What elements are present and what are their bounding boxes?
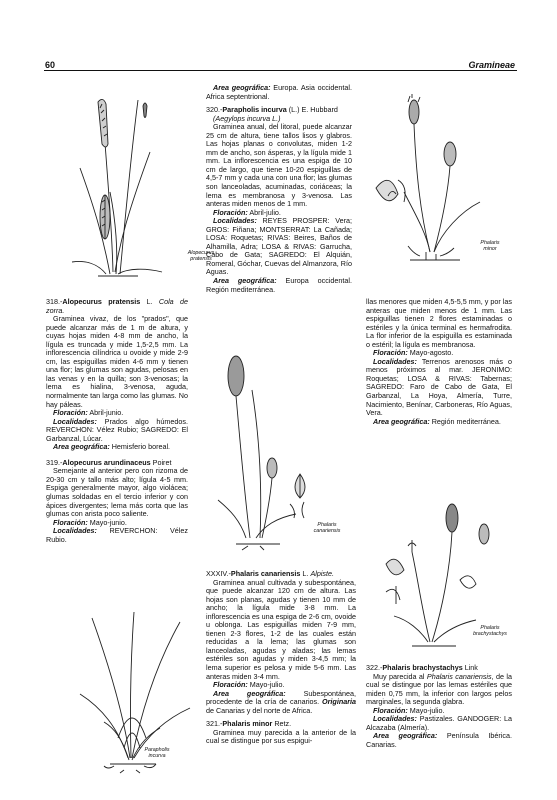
flowering-value: Abril-julio.: [247, 207, 281, 217]
area-value: Europa. Asia occidental. Africa septentrional.: [206, 83, 352, 101]
area-label: Area geográfica:: [213, 688, 286, 698]
flowering-value: Mayo-julio.: [247, 680, 285, 690]
entry-number: 321.-: [206, 719, 223, 729]
flowering-label: Floración:: [53, 408, 88, 418]
species-name: Parapholis incurva: [222, 105, 287, 115]
entry-321-localities: [366, 358, 512, 418]
entry-number: 320.-: [206, 105, 223, 115]
localities-value: Prados algo húmedos. REVERCHON: Vélez Rubio; SAGREDO: El Garbanzal, Lúcar.: [46, 416, 188, 443]
area-origin-label: Originaria: [322, 697, 356, 707]
entry-319-description: Semejante al anterior pero con rizoma de 20-30 cm y tallo más alto; lígula 4-5 mm. Espiga generalmente mayor, algo violácea; glumas soldadas en el tercio inferior y con ápices divergentes; lema más corta que las glumas con arista poco saliente.: [46, 466, 188, 519]
area-label: Area geográfica:: [53, 442, 110, 452]
entry-xxxiv-description: Graminea anual cultivada y subespontánea, que puede alcanzar 120 cm de altura. Las hojas son planas, agudas y tienen 10 mm de ancho; la lígula mide 3-8 mm. La inflorescencia es una espiga de 2-6 cm, ovoide u oblonga. Las espiguillas miden 7-9 mm, tienen 2-3 flores, 1-2 de las cuales están reducidas a la lema; las glumas son lanceoladas, agudas y aladas; las lemas estériles son agudas y miden 3-4,5 mm; la lema superior es pelosa y mide 5-6 mm. Las anteras miden 3-4 mm.: [206, 577, 356, 681]
species-authority: (L.) E. Hubbard: [286, 105, 338, 115]
localities-label: Localidades:: [53, 416, 97, 426]
caption-species: incurva: [148, 753, 166, 760]
area-label: Area geográfica:: [213, 276, 277, 286]
alopecurus-pratensis-illustration: [58, 92, 178, 280]
entry-320-localities: [206, 217, 352, 277]
area-value: Región mediterránea.: [429, 416, 501, 426]
area-origin-value: de Canarias y del norte de Africa.: [206, 705, 313, 715]
caption-phalaris-canariensis: [302, 522, 352, 534]
entry-number: 318.-: [46, 297, 63, 306]
localities-label: Localidades:: [213, 216, 257, 226]
caption-species: brachystachys: [473, 631, 507, 638]
section-title: Gramineae: [468, 60, 515, 70]
area-value: Subespontánea, procedente de la cría de canarios.: [206, 688, 356, 707]
caption-genus: Alopecurus: [187, 250, 215, 256]
flowering-value: Abril-junio.: [87, 408, 124, 418]
entry-318-localities: [46, 418, 188, 444]
species-name: Alopecurus pratensis: [62, 297, 141, 306]
localities-label: Localidades:: [373, 356, 417, 366]
localities-value: REYES PROSPER: Vera; GROS: Fiñana; MONTSERRAT: La Cañada; LOSA: Roquetas; RIVAS: Beires, Baños de Alhamilla, Adra; LOSA & RIVAS: Garrucha, Cabo de Gata; SAGREDO: El Alquián, Romeral, Góchar, Cuevas del Almanzora, Río Aguas.: [206, 216, 352, 277]
species-authority: L.: [300, 569, 311, 578]
flowering-label: Floración:: [213, 207, 248, 217]
column-1: [46, 298, 188, 544]
localities-label: Localidades:: [373, 714, 417, 724]
area-value: Europa occidental. Región mediterránea.: [206, 276, 352, 294]
entry-318-heading: [46, 298, 188, 315]
common-name: Alpiste.: [310, 569, 335, 578]
flowering-value: Mayo-agosto.: [407, 348, 454, 358]
species-name: Phalaris brachystachys: [382, 663, 463, 672]
entry-322-area: [366, 732, 512, 749]
column-2-bottom: [206, 570, 356, 746]
entry-321-description: Graminea muy parecida a la anterior de la cual se distingue por sus espigui-: [206, 727, 356, 746]
species-authority: Retz.: [272, 719, 292, 729]
entry-321-area: [366, 418, 512, 427]
caption-species: minor: [483, 246, 497, 253]
caption-genus: Parapholis: [144, 747, 170, 753]
column-2-top: [206, 84, 352, 294]
entry-number: 322.-: [366, 663, 383, 672]
entry-321-continuation: llas menores que miden 4,5-5,5 mm, y por las anteras que miden menos de 1 mm. Las espiguillas tienen 2 flores estaminadas o estériles y la única terminal es hermafrodita. La flor inferior de la espiguilla es estaminada o estéril; la lígula es membranosa.: [366, 297, 512, 349]
area-label: Area geográfica:: [213, 83, 271, 92]
species-authority: Poiret: [150, 457, 172, 467]
column-3-top: [366, 298, 512, 426]
caption-species: canariensis: [313, 528, 341, 535]
localities-label: Localidades:: [53, 526, 97, 536]
entry-319-localities: [46, 527, 188, 544]
description-species-ref: Phalaris canariensis: [426, 671, 492, 681]
page-number: 60: [45, 60, 56, 70]
species-name: Phalaris canariensis: [230, 569, 301, 578]
prev-entry-area: [206, 84, 352, 101]
flowering-label: Floración:: [53, 517, 88, 527]
caption-phalaris-brachystachys: [468, 625, 512, 637]
species-name: Alopecurus arundinaceus: [62, 457, 151, 467]
entry-318-area: [46, 443, 188, 452]
phalaris-canariensis-illustration: [200, 350, 335, 550]
header-rule: [44, 70, 517, 71]
description-part: , de la cual se distingue por las lemas estériles que miden 0,75 mm, la inferior con largos pelos marginales, la segunda glabra.: [366, 671, 512, 707]
entry-number: 319.-: [46, 457, 63, 467]
flowering-label: Floración:: [373, 348, 408, 358]
caption-parapholis: [135, 747, 179, 759]
entry-318-description: Graminea vivaz, de los "prados", que puede alcanzar más de 1 m de altura, y cuyas hojas miden 4-8 mm de ancho, la lígula es truncada y mide 1,5-2,5 mm. La inflorescencia cilíndrica u ovoide y mide 2-9 cm, las espiguillas miden 4-6 mm y tienen una flor; las glumas son agudas, pelosas en las venas y en la quilla; son 3-venosas; la lema es hialina, 3-venosa, aguda, normalmente tan larga como las glumas. No hay páleas.: [46, 314, 188, 409]
flowering-value: Mayo-junio.: [87, 517, 127, 527]
column-3-bottom: [366, 664, 512, 749]
flowering-label: Floración:: [213, 680, 248, 690]
entry-xxxiv-area: [206, 690, 356, 716]
species-name: Phalaris minor: [222, 719, 273, 729]
area-label: Area geográfica:: [373, 416, 430, 426]
area-value: Península Ibérica. Canarias.: [366, 731, 512, 749]
phalaris-minor-illustration: [370, 92, 510, 264]
description-part: Muy parecida al: [373, 671, 427, 681]
area-value: Hemisferio boreal.: [109, 442, 171, 452]
caption-genus: Phalaris: [480, 625, 500, 631]
area-label: Area geográfica:: [373, 731, 438, 741]
caption-genus: Phalaris: [480, 240, 500, 246]
common-name: Cola de zorra.: [46, 297, 188, 315]
species-authority: Link: [462, 663, 478, 672]
flowering-label: Floración:: [373, 705, 408, 715]
caption-genus: Phalaris: [317, 522, 337, 528]
entry-320-description: Graminea anual, del litoral, puede alcanzar 25 cm de altura, tiene tallos lisos y glabros. Las hojas planas o convolutas, miden 1-2 mm de ancho, son ásperas, y la lígula mide 1 mm. La inflorescencia es una espiga de 10 cm de largo, que tiene 10-20 espiguillas de 4,5-7 mm y cada una con una flor; las glumas son lanceoladas, acuminadas, coriáceas; la lema es membranosa y 3-venosa. Las anteras miden menos de 1 mm.: [206, 122, 352, 209]
localities-value: Pastizales. GANDOGER: La Alcazaba (Almería).: [366, 714, 512, 732]
entry-320-area: [206, 277, 352, 294]
localities-value: REVERCHON: Vélez Rubio.: [46, 526, 188, 544]
species-authority: L.: [140, 297, 159, 306]
caption-species: pratensis: [190, 256, 212, 263]
entry-322-localities: [366, 715, 512, 732]
entry-number: XXXIV.-: [206, 569, 231, 578]
entry-322-description: [366, 673, 512, 707]
entry-320-synonym: (Aegylops incurva L.): [213, 113, 281, 123]
localities-value: Terrenos arenosos más o menos próximos al mar. JERONIMO: Roquetas; LOSA & RIVAS: Tabernas; SAGREDO: Faro de Cabo de Gata, El Garbanzal, La Hoya, Almería, Turre, Nacimiento, Benínar, Carboneras, Río Aguas, Vera.: [366, 356, 512, 418]
flowering-value: Mayo-julio.: [407, 705, 445, 715]
caption-phalaris-minor: [472, 240, 508, 252]
